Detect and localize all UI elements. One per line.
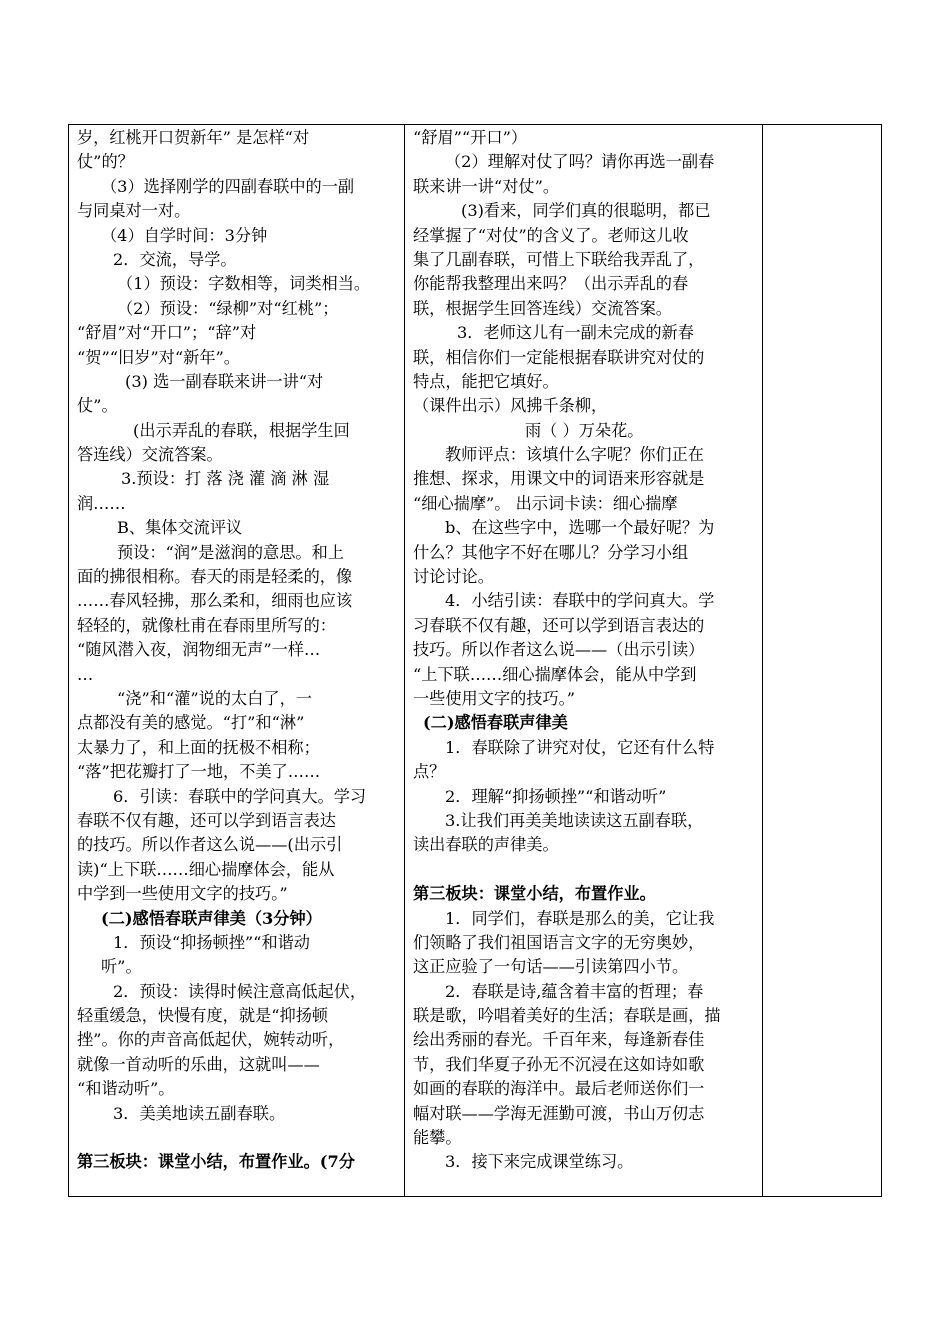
left-column-line: (3) 选一副春联来讲一讲“对 xyxy=(125,371,324,391)
left-column-line: 的技巧。所以作者这么说——(出示引 xyxy=(77,835,343,855)
right-column-line: “细心揣摩”。 出示词卡读：细心揣摩 xyxy=(413,493,678,513)
left-column-line: （1）预设：字数相等，词类相当。 xyxy=(117,274,371,294)
right-column-line: 1．春联除了讲究对仗，它还有什么特 xyxy=(445,737,715,757)
left-column-text xyxy=(77,126,399,1175)
right-column-line: 特点，能把它填好。 xyxy=(413,371,559,391)
left-column-line: 轻轻的，就像杜甫在春雨里所写的： xyxy=(77,615,336,635)
right-column-line: 讨论讨论。 xyxy=(413,567,494,587)
left-column-line: 润…… xyxy=(77,493,126,513)
left-column-line: 读)“上下联……细心揣摩体会，能从 xyxy=(77,859,335,879)
left-column-line: （3）选择刚学的四副春联中的一副 xyxy=(101,176,355,196)
left-column-line: 挫”。你的声音高低起伏，婉转动听， xyxy=(77,1030,345,1050)
right-column-line: 绘出秀丽的春光。千百年来，每逢新春佳 xyxy=(413,1030,705,1050)
right-column-line xyxy=(413,858,755,882)
left-column-line: “随风潜入夜，润物细无声”一样… xyxy=(77,640,321,660)
left-column-line: 面的拂很相称。春天的雨是轻柔的，像 xyxy=(77,567,353,587)
right-column-line: 4．小结引读：春联中的学问真大。学 xyxy=(445,591,715,611)
left-column-line: 春联不仅有趣，还可以学到语言表达 xyxy=(77,810,336,830)
right-column-line: 一些使用文字的技巧。” xyxy=(413,688,576,708)
right-column-line: 推想、探求，用课文中的词语来形容就是 xyxy=(413,469,705,489)
right-column-line: 这正应验了一句话——引读第四小节。 xyxy=(413,957,689,977)
right-column-line: 联，相信你们一定能根据春联讲究对仗的 xyxy=(413,347,705,367)
right-column-line: （课件出示）风拂千条柳， xyxy=(413,396,608,416)
right-column-line: 2．春联是诗,蕴含着丰富的哲理；春 xyxy=(445,981,704,1001)
right-column-line: “上下联……细心揣摩体会，能从中学到 xyxy=(413,664,697,684)
right-column-line: 习春联不仅有趣，还可以学到语言表达的 xyxy=(413,615,705,635)
right-column-line: 联来讲一讲“对仗”。 xyxy=(413,176,560,196)
right-column-line: 技巧。所以作者这么说——（出示引读） xyxy=(413,640,705,660)
right-column-line: （2）理解对仗了吗？请你再选一副春 xyxy=(445,152,715,172)
right-column-line: 3．接下来完成课堂练习。 xyxy=(445,1152,634,1172)
table-border-right xyxy=(881,124,882,1197)
left-column-line: “浇”和“灌”说的太白了，一 xyxy=(117,688,312,708)
right-column-line: 联是歌，吟唱着美好的生活；春联是画，描 xyxy=(413,1006,721,1026)
left-column-line: 仗”的？ xyxy=(77,152,134,172)
left-column-line: （4）自学时间：3分钟 xyxy=(101,225,268,245)
right-column-line: 联，根据学生回答连线）交流答案。 xyxy=(413,298,672,318)
left-column-line: 仗”。 xyxy=(77,396,118,416)
column-divider-2 xyxy=(762,124,763,1197)
left-column-line: 第三板块：课堂小结，布置作业。(7分 xyxy=(77,1152,355,1172)
left-column-line: “落”把花瓣打了一地，不美了…… xyxy=(77,762,321,782)
right-column-line: 雨（ ）万朵花。 xyxy=(525,420,644,440)
right-column-line: 幅对联——学海无涯勤可渡，书山万仞志 xyxy=(413,1103,705,1123)
right-column-line: 什么？其他字不好在哪儿？分学习小组 xyxy=(413,542,689,562)
left-column-line: 预设：“润”是滋润的意思。和上 xyxy=(117,542,344,562)
left-column-line: 中学到一些使用文字的技巧。” xyxy=(77,884,288,904)
right-column-line: 节，我们华夏子孙无不沉浸在这如诗如歌 xyxy=(413,1054,705,1074)
left-column-line xyxy=(77,1126,399,1150)
left-column-line: B、集体交流评议 xyxy=(117,518,243,538)
left-column-line: 3．美美地读五副春联。 xyxy=(113,1103,286,1123)
right-column-line: b、在这些字中，选哪一个最好呢？为 xyxy=(445,518,715,538)
right-column-line: 能攀。 xyxy=(413,1128,462,1148)
right-column-line: 教师评点：该填什么字呢？你们正在 xyxy=(445,445,704,465)
left-column-line: “贺”“旧岁”对“新年”。 xyxy=(77,347,240,367)
right-column-line: 1．同学们，春联是那么的美，它让我 xyxy=(445,908,715,928)
right-column-line: 们领略了我们祖国语言文字的无穷奥妙， xyxy=(413,932,705,952)
column-divider-1 xyxy=(404,124,405,1197)
left-column-line: 2．交流，导学。 xyxy=(113,249,237,269)
left-column-line: 就像一首动听的乐曲，这就叫—— xyxy=(77,1054,320,1074)
table-border-left xyxy=(68,124,69,1197)
left-column-line: “舒眉”对“开口”；“辞”对 xyxy=(77,323,257,343)
right-column-line: (3)看来，同学们真的很聪明，都已 xyxy=(461,201,711,221)
right-column-line: 你能帮我整理出来吗？（出示弄乱的春 xyxy=(413,274,689,294)
left-column-line: ……春风轻拂，那么柔和，细雨也应该 xyxy=(77,591,353,611)
right-column-line: (二)感悟春联声律美 xyxy=(423,713,568,733)
right-column-line: 3.让我们再美美地读读这五副春联， xyxy=(445,810,704,830)
left-column-line: 岁，红桃开口贺新年” 是怎样“对 xyxy=(77,128,310,147)
right-column-line: 3．老师这儿有一副未完成的新春 xyxy=(457,323,694,343)
right-column-line: 经掌握了“对仗”的含义了。老师这儿收 xyxy=(413,225,689,245)
left-column-line: 2．预设：读得时候注意高低起伏， xyxy=(113,981,367,1001)
right-column-text xyxy=(413,126,755,1175)
left-column-line: “和谐动听”。 xyxy=(77,1079,175,1099)
left-column-line: … xyxy=(77,664,94,684)
right-column-line: 点？ xyxy=(413,762,446,782)
left-column-line: 听”。 xyxy=(101,957,142,977)
left-column-line: (出示弄乱的春联，根据学生回 xyxy=(133,420,350,440)
right-column-line: 如画的春联的海洋中。最后老师送你们一 xyxy=(413,1079,705,1099)
left-column-line: （2）预设：“绿柳”对“红桃”； xyxy=(117,298,339,318)
right-column-line: 2．理解“抑扬顿挫”“和谐动听” xyxy=(445,786,667,806)
left-column-line: 轻重缓急，快慢有度，就是“抑扬顿 xyxy=(77,1006,329,1026)
right-column-line: 第三板块：课堂小结，布置作业。 xyxy=(413,884,656,904)
right-column-line: 读出春联的声律美。 xyxy=(413,835,559,855)
left-column-line: 点都没有美的感觉。“打”和“淋” xyxy=(77,713,305,733)
left-column-line: 答连线）交流答案。 xyxy=(77,445,223,465)
left-column-line: (二)感悟春联声律美（3分钟） xyxy=(101,908,322,928)
left-column-line: 与同桌对一对。 xyxy=(77,201,191,221)
right-column-line: “舒眉”“开口”） xyxy=(413,128,528,147)
right-column-line: 集了几副春联，可惜上下联给我弄乱了， xyxy=(413,249,705,269)
left-column-line: 1．预设“抑扬顿挫”“和谐动 xyxy=(113,932,310,952)
left-column-line: 6．引读：春联中的学问真大。学习 xyxy=(113,786,367,806)
left-column-line: 太暴力了，和上面的抚极不相称； xyxy=(77,737,320,757)
left-column-line: 3.预设：打 落 浇 灌 滴 淋 湿 xyxy=(121,469,330,489)
